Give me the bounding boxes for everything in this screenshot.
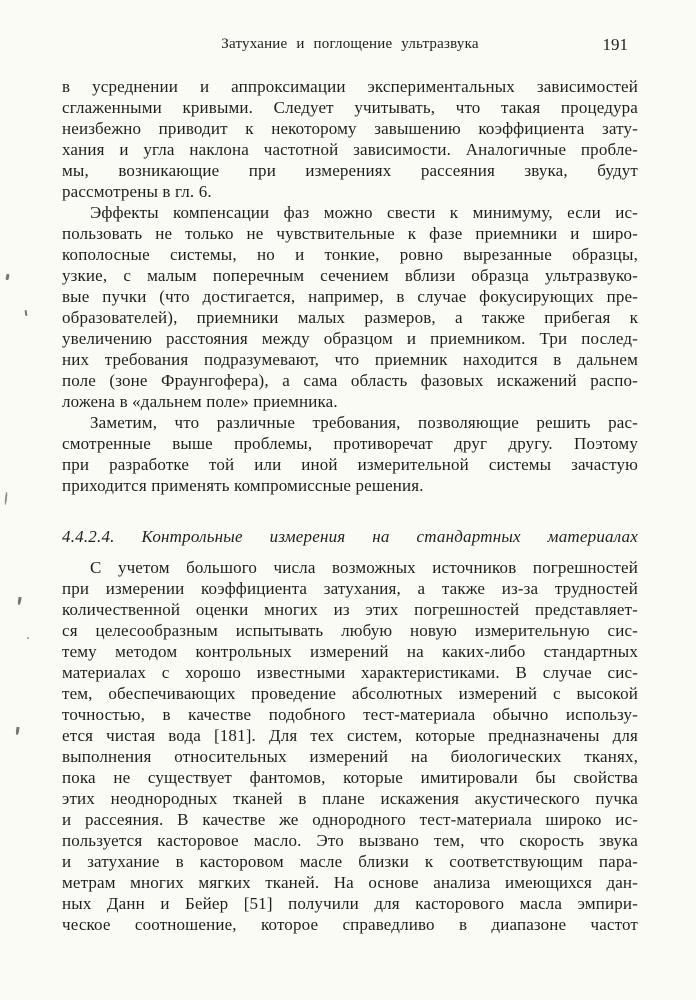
text-line: образователей), приемники малых размеров, а также прибегая к xyxy=(62,308,638,327)
text-line: и затухание в касторовом масле близки к соответствующим пара- xyxy=(62,852,638,871)
text-line: сглаженными кривыми. Следует учитывать, что такая процедура xyxy=(62,98,638,117)
paragraph xyxy=(62,76,638,202)
text-line: С учетом большого числа возможных источников погрешностей xyxy=(90,558,638,577)
page-body xyxy=(62,76,638,935)
section-heading: 4.4.2.4. Контрольные измерения на стандартных материалах xyxy=(62,527,638,546)
text-line: них требования подразумевают, что приемник находится в дальнем xyxy=(62,350,638,369)
text-line: выполнения относительных измерений на биологических тканях, xyxy=(62,747,638,766)
text-line: Эффекты компенсации фаз можно свести к минимуму, если ис- xyxy=(90,203,638,222)
text-line: кополосные системы, но и тонкие, ровно вырезанные образцы, xyxy=(62,245,638,264)
text-line: ных Данн и Бейер [51] получили для касторового масла эмпири- xyxy=(62,894,638,913)
text-line: пока не существует фантомов, которые имитировали бы свойства xyxy=(62,768,638,787)
text-line: поле (зоне Фраунгофера), а сама область фазовых искажений распо- xyxy=(62,371,638,390)
running-head xyxy=(62,36,638,58)
text-line: ческое соотношение, которое справедливо в диапазоне частот xyxy=(62,915,638,934)
text-line: ложена в «дальнем поле» приемника. xyxy=(62,392,338,411)
running-title: Затухание и поглощение ультразвука xyxy=(221,36,479,52)
text-line: хания и угла наклона частотной зависимости. Аналогичные пробле- xyxy=(62,140,638,159)
paragraph xyxy=(62,557,638,935)
text-line: Заметим, что различные требования, позволяющие решить рас- xyxy=(90,413,638,432)
text-line: узкие, с малым поперечным сечением вблизи образца ультразвуко- xyxy=(62,266,638,285)
scan-artifact xyxy=(4,492,7,505)
text-line: пользуется касторовое масло. Это вызвано тем, что скорость звука xyxy=(62,831,638,850)
text-line: метрам многих мягких тканей. На основе анализа имеющихся дан- xyxy=(62,873,638,892)
text-line: смотренные выше проблемы, противоречат друг другу. Поэтому xyxy=(62,434,638,453)
text-line: и рассеяния. В качестве же однородного тест-материала широко ис- xyxy=(62,810,638,829)
text-line: тему методом контрольных измерений на каких-либо стандартных xyxy=(62,642,638,661)
text-line: при разработке той или иной измерительной системы зачастую xyxy=(62,455,638,474)
page-number: 191 xyxy=(602,35,628,54)
paragraph xyxy=(62,202,638,412)
scan-artifact xyxy=(25,310,28,316)
text-line: неизбежно приводит к некоторому завышению коэффициента зату- xyxy=(62,119,638,138)
text-line: количественной оценки многих из этих погрешностей представляет- xyxy=(62,600,638,619)
text-line: увеличению расстояния между образцом и приемником. Три послед- xyxy=(62,329,638,348)
text-line: приходится применять компромиссные решения. xyxy=(62,476,424,495)
scan-artifact xyxy=(27,637,29,639)
text-line: в усреднении и аппроксимации экспериментальных зависимостей xyxy=(62,77,638,96)
text-line: пользовать не только не чувствительные к фазе приемники и широ- xyxy=(62,224,638,243)
scan-artifact xyxy=(15,727,19,735)
text-line: материалах с хорошо известными характеристиками. В случае сис- xyxy=(62,663,638,682)
text-line: рассмотрены в гл. 6. xyxy=(62,182,212,201)
text-line: мы, возникающие при измерениях рассеяния звука, будут xyxy=(62,161,638,180)
paragraph xyxy=(62,412,638,496)
text-line: этих неоднородных тканей в плане искажения акустического пучка xyxy=(62,789,638,808)
text-line: ся целесообразным испытывать любую новую измерительную сис- xyxy=(62,621,638,640)
text-line: точностью, в качестве подобного тест-материала обычно использу- xyxy=(62,705,638,724)
scan-artifact xyxy=(17,597,21,605)
text-line: тем, обеспечивающих проведение абсолютных измерений с высокой xyxy=(62,684,638,703)
text-line: при измерении коэффициента затухания, а также из-за трудностей xyxy=(62,579,638,598)
scan-artifact xyxy=(5,274,9,280)
text-line: вые пучки (что достигается, например, в случае фокусирующих пре- xyxy=(62,287,638,306)
text-line: ется чистая вода [181]. Для тех систем, которые предназначены для xyxy=(62,726,638,745)
